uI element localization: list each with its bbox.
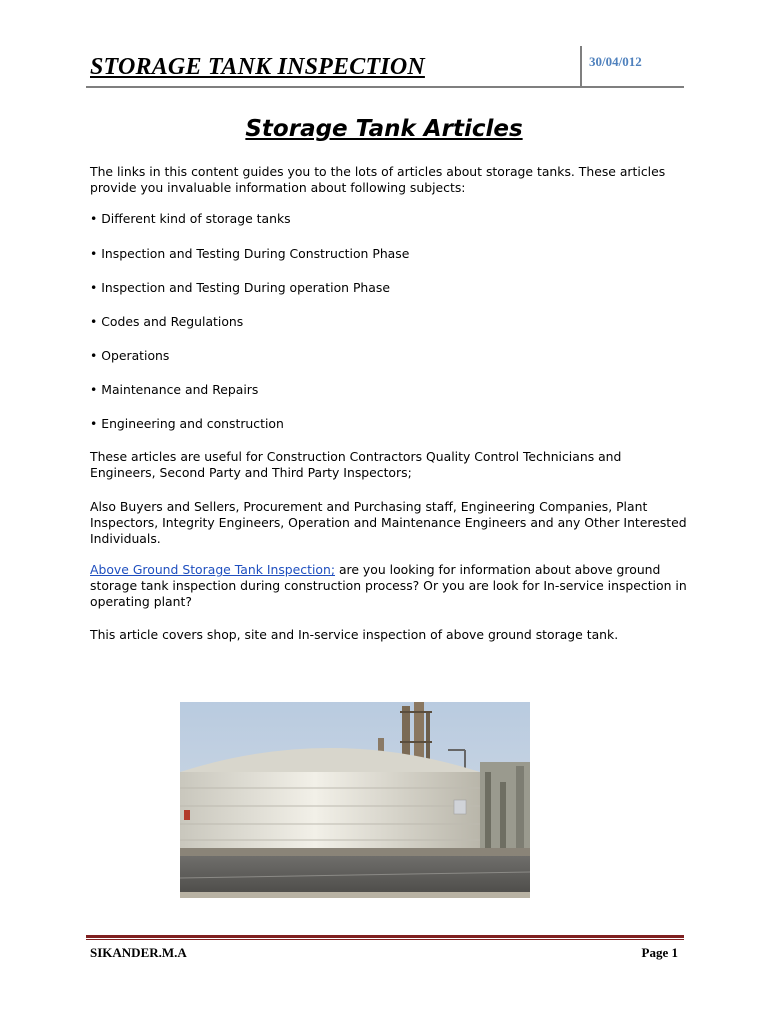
bullet-item: • Engineering and construction	[90, 416, 284, 431]
bullet-item: • Maintenance and Repairs	[90, 382, 259, 397]
header-divider-vertical	[580, 46, 582, 88]
above-ground-tank-inspection-link[interactable]: Above Ground Storage Tank Inspection;	[90, 562, 335, 577]
document-heading: Storage Tank Articles	[245, 116, 523, 142]
bullet-item: • Inspection and Testing During operation Phase	[90, 280, 390, 295]
header-divider-horizontal	[86, 86, 684, 88]
footer-rule-thick	[86, 935, 684, 938]
bullet-item: • Different kind of storage tanks	[90, 211, 291, 226]
footer-author: SIKANDER.M.A	[90, 945, 187, 960]
bullet-item: • Operations	[90, 348, 170, 363]
intro-paragraph: The links in this content guides you to the lots of articles about storage tanks. These articles provide you invaluable information about following subjects:	[90, 164, 666, 195]
bullet-item: • Inspection and Testing During Construction Phase	[90, 246, 410, 261]
audience-paragraph: Also Buyers and Sellers, Procurement and Purchasing staff, Engineering Companies, Plant Inspectors, Integrity Engineers, Operation and Maintenance Engineers and any Other Interested Individuals.	[90, 499, 687, 546]
footer-rule-thin	[86, 939, 684, 940]
footer-page-number: Page 1	[641, 945, 678, 960]
link-paragraph-text: are you looking for information about above ground storage tank inspection during construction process? Or you are look for In-service inspection in operating plant?	[90, 562, 687, 609]
useful-for-paragraph: These articles are useful for Construction Contractors Quality Control Technicians and Engineers, Second Party and Third Party Inspectors;	[90, 449, 622, 480]
link-paragraph	[90, 562, 690, 610]
storage-tank-photo	[180, 702, 530, 898]
bullet-item: • Codes and Regulations	[90, 314, 244, 329]
covers-paragraph: This article covers shop, site and In-service inspection of above ground storage tank.	[90, 627, 619, 642]
header-date: 30/04/012	[589, 54, 642, 69]
header-title: STORAGE TANK INSPECTION	[90, 54, 425, 80]
